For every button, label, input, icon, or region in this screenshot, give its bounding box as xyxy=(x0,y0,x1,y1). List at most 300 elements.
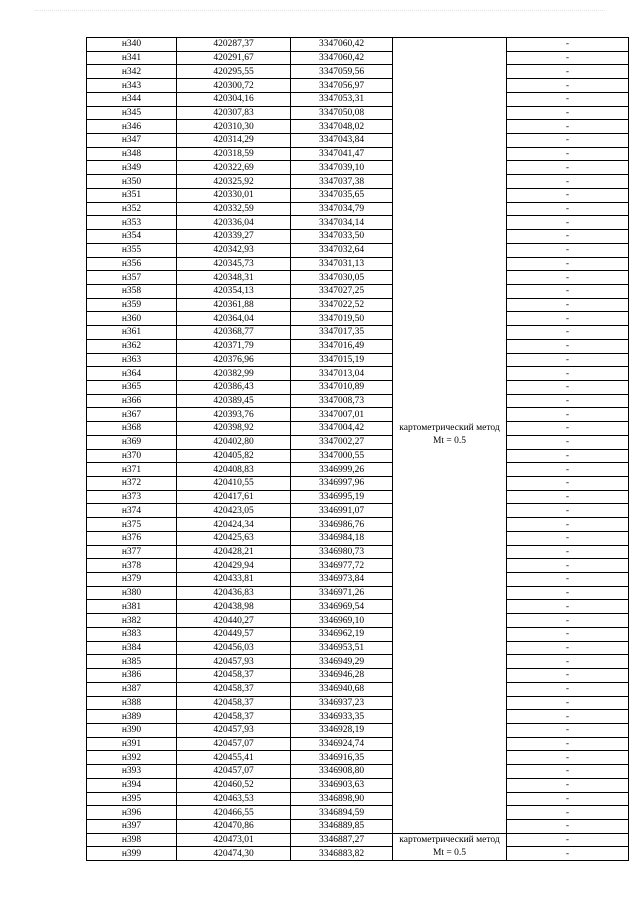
y-coordinate-cell: 3347041,47 xyxy=(291,147,393,161)
note-cell: - xyxy=(507,682,629,696)
note-cell: - xyxy=(507,79,629,93)
point-name-cell: н387 xyxy=(87,682,177,696)
point-name-cell: н395 xyxy=(87,792,177,806)
x-coordinate-cell: 420466,55 xyxy=(177,806,291,820)
x-coordinate-cell: 420436,83 xyxy=(177,586,291,600)
y-coordinate-cell: 3347050,08 xyxy=(291,106,393,120)
point-name-cell: н372 xyxy=(87,477,177,491)
y-coordinate-cell: 3346940,68 xyxy=(291,682,393,696)
x-coordinate-cell: 420456,03 xyxy=(177,641,291,655)
point-name-cell: н341 xyxy=(87,51,177,65)
table-row xyxy=(87,518,629,532)
table-row xyxy=(87,79,629,93)
y-coordinate-cell: 3346949,29 xyxy=(291,655,393,669)
point-name-cell: н392 xyxy=(87,751,177,765)
y-coordinate-cell: 3347032,64 xyxy=(291,243,393,257)
table-row xyxy=(87,778,629,792)
y-coordinate-cell: 3347007,01 xyxy=(291,408,393,422)
x-coordinate-cell: 420428,21 xyxy=(177,545,291,559)
x-coordinate-cell: 420382,99 xyxy=(177,367,291,381)
note-cell: - xyxy=(507,614,629,628)
table-row xyxy=(87,147,629,161)
coordinates-table-body xyxy=(87,38,629,861)
y-coordinate-cell: 3347043,84 xyxy=(291,134,393,148)
y-coordinate-cell: 3347031,13 xyxy=(291,257,393,271)
x-coordinate-cell: 420300,72 xyxy=(177,79,291,93)
y-coordinate-cell: 3346980,73 xyxy=(291,545,393,559)
point-name-cell: н344 xyxy=(87,92,177,106)
y-coordinate-cell: 3347016,49 xyxy=(291,339,393,353)
point-name-cell: н378 xyxy=(87,559,177,573)
table-row xyxy=(87,216,629,230)
x-coordinate-cell: 420402,80 xyxy=(177,435,291,449)
y-coordinate-cell: 3346969,10 xyxy=(291,614,393,628)
table-row xyxy=(87,710,629,724)
y-coordinate-cell: 3347022,52 xyxy=(291,298,393,312)
x-coordinate-cell: 420449,57 xyxy=(177,627,291,641)
note-cell: - xyxy=(507,490,629,504)
point-name-cell: н352 xyxy=(87,202,177,216)
y-coordinate-cell: 3347037,38 xyxy=(291,175,393,189)
y-coordinate-cell: 3347010,89 xyxy=(291,380,393,394)
y-coordinate-cell: 3347060,42 xyxy=(291,51,393,65)
table-row xyxy=(87,463,629,477)
table-row xyxy=(87,339,629,353)
point-name-cell: н353 xyxy=(87,216,177,230)
y-coordinate-cell: 3347027,25 xyxy=(291,284,393,298)
point-name-cell: н373 xyxy=(87,490,177,504)
note-cell: - xyxy=(507,833,629,847)
note-cell: - xyxy=(507,669,629,683)
y-coordinate-cell: 3347008,73 xyxy=(291,394,393,408)
point-name-cell: н350 xyxy=(87,175,177,189)
y-coordinate-cell: 3346984,18 xyxy=(291,531,393,545)
point-name-cell: н371 xyxy=(87,463,177,477)
note-cell: - xyxy=(507,271,629,285)
y-coordinate-cell: 3347015,19 xyxy=(291,353,393,367)
table-row xyxy=(87,202,629,216)
y-coordinate-cell: 3346986,76 xyxy=(291,518,393,532)
x-coordinate-cell: 420455,41 xyxy=(177,751,291,765)
y-coordinate-cell: 3346933,35 xyxy=(291,710,393,724)
x-coordinate-cell: 420330,01 xyxy=(177,188,291,202)
point-name-cell: н365 xyxy=(87,380,177,394)
y-coordinate-cell: 3347059,56 xyxy=(291,65,393,79)
table-row xyxy=(87,230,629,244)
x-coordinate-cell: 420339,27 xyxy=(177,230,291,244)
x-coordinate-cell: 420354,13 xyxy=(177,284,291,298)
point-name-cell: н383 xyxy=(87,627,177,641)
table-row xyxy=(87,531,629,545)
note-cell: - xyxy=(507,737,629,751)
x-coordinate-cell: 420371,79 xyxy=(177,339,291,353)
point-name-cell: н349 xyxy=(87,161,177,175)
note-cell: - xyxy=(507,573,629,587)
y-coordinate-cell: 3346977,72 xyxy=(291,559,393,573)
table-row xyxy=(87,380,629,394)
x-coordinate-cell: 420417,61 xyxy=(177,490,291,504)
point-name-cell: н379 xyxy=(87,573,177,587)
y-coordinate-cell: 3346937,23 xyxy=(291,696,393,710)
x-coordinate-cell: 420314,29 xyxy=(177,134,291,148)
table-row xyxy=(87,449,629,463)
y-coordinate-cell: 3347060,42 xyxy=(291,38,393,52)
x-coordinate-cell: 420458,37 xyxy=(177,710,291,724)
note-cell: - xyxy=(507,394,629,408)
table-row xyxy=(87,257,629,271)
point-name-cell: н382 xyxy=(87,614,177,628)
x-coordinate-cell: 420361,88 xyxy=(177,298,291,312)
y-coordinate-cell: 3347034,14 xyxy=(291,216,393,230)
note-cell: - xyxy=(507,188,629,202)
table-row xyxy=(87,188,629,202)
x-coordinate-cell: 420368,77 xyxy=(177,326,291,340)
table-row xyxy=(87,806,629,820)
y-coordinate-cell: 3347004,42 xyxy=(291,422,393,436)
point-name-cell: н361 xyxy=(87,326,177,340)
table-row xyxy=(87,353,629,367)
table-row xyxy=(87,682,629,696)
x-coordinate-cell: 420364,04 xyxy=(177,312,291,326)
note-cell: - xyxy=(507,847,629,861)
y-coordinate-cell: 3346973,84 xyxy=(291,573,393,587)
point-name-cell: н363 xyxy=(87,353,177,367)
point-name-cell: н394 xyxy=(87,778,177,792)
y-coordinate-cell: 3346894,59 xyxy=(291,806,393,820)
y-coordinate-cell: 3346999,26 xyxy=(291,463,393,477)
table-row xyxy=(87,298,629,312)
x-coordinate-cell: 420463,53 xyxy=(177,792,291,806)
table-row xyxy=(87,284,629,298)
point-name-cell: н377 xyxy=(87,545,177,559)
scan-artifact xyxy=(35,10,605,15)
table-row xyxy=(87,477,629,491)
note-cell: - xyxy=(507,477,629,491)
point-name-cell: н397 xyxy=(87,819,177,833)
note-cell: - xyxy=(507,298,629,312)
note-cell: - xyxy=(507,463,629,477)
note-cell: - xyxy=(507,586,629,600)
table-row xyxy=(87,751,629,765)
x-coordinate-cell: 420438,98 xyxy=(177,600,291,614)
y-coordinate-cell: 3346898,90 xyxy=(291,792,393,806)
table-row xyxy=(87,641,629,655)
note-cell: - xyxy=(507,38,629,52)
coordinates-table xyxy=(86,37,629,861)
note-cell: - xyxy=(507,435,629,449)
note-cell: - xyxy=(507,408,629,422)
table-row xyxy=(87,51,629,65)
x-coordinate-cell: 420429,94 xyxy=(177,559,291,573)
point-name-cell: н362 xyxy=(87,339,177,353)
note-cell: - xyxy=(507,655,629,669)
y-coordinate-cell: 3346908,80 xyxy=(291,765,393,779)
y-coordinate-cell: 3347030,05 xyxy=(291,271,393,285)
point-name-cell: н389 xyxy=(87,710,177,724)
table-row xyxy=(87,106,629,120)
y-coordinate-cell: 3346928,19 xyxy=(291,723,393,737)
x-coordinate-cell: 420457,07 xyxy=(177,765,291,779)
method-cell-last: картометрический метод Mt = 0.5 xyxy=(393,833,507,860)
table-row xyxy=(87,367,629,381)
y-coordinate-cell: 3346991,07 xyxy=(291,504,393,518)
x-coordinate-cell: 420423,05 xyxy=(177,504,291,518)
y-coordinate-cell: 3347017,35 xyxy=(291,326,393,340)
point-name-cell: н367 xyxy=(87,408,177,422)
note-cell: - xyxy=(507,778,629,792)
table-row xyxy=(87,120,629,134)
x-coordinate-cell: 420342,93 xyxy=(177,243,291,257)
x-coordinate-cell: 420425,63 xyxy=(177,531,291,545)
table-row xyxy=(87,559,629,573)
note-cell: - xyxy=(507,380,629,394)
point-name-cell: н348 xyxy=(87,147,177,161)
table-row xyxy=(87,600,629,614)
table-row xyxy=(87,669,629,683)
point-name-cell: н342 xyxy=(87,65,177,79)
note-cell: - xyxy=(507,284,629,298)
note-cell: - xyxy=(507,65,629,79)
point-name-cell: н388 xyxy=(87,696,177,710)
table-row xyxy=(87,573,629,587)
x-coordinate-cell: 420473,01 xyxy=(177,833,291,847)
point-name-cell: н360 xyxy=(87,312,177,326)
y-coordinate-cell: 3347013,04 xyxy=(291,367,393,381)
y-coordinate-cell: 3347048,02 xyxy=(291,120,393,134)
y-coordinate-cell: 3347034,79 xyxy=(291,202,393,216)
note-cell: - xyxy=(507,806,629,820)
point-name-cell: н386 xyxy=(87,669,177,683)
x-coordinate-cell: 420457,93 xyxy=(177,655,291,669)
point-name-cell: н358 xyxy=(87,284,177,298)
y-coordinate-cell: 3346969,54 xyxy=(291,600,393,614)
note-cell: - xyxy=(507,353,629,367)
note-cell: - xyxy=(507,367,629,381)
table-row xyxy=(87,161,629,175)
table-row xyxy=(87,435,629,449)
point-name-cell: н351 xyxy=(87,188,177,202)
y-coordinate-cell: 3346946,28 xyxy=(291,669,393,683)
x-coordinate-cell: 420386,43 xyxy=(177,380,291,394)
x-coordinate-cell: 420405,82 xyxy=(177,449,291,463)
table-row xyxy=(87,765,629,779)
point-name-cell: н390 xyxy=(87,723,177,737)
y-coordinate-cell: 3347053,31 xyxy=(291,92,393,106)
point-name-cell: н356 xyxy=(87,257,177,271)
y-coordinate-cell: 3346903,63 xyxy=(291,778,393,792)
note-cell: - xyxy=(507,751,629,765)
note-cell: - xyxy=(507,339,629,353)
note-cell: - xyxy=(507,51,629,65)
note-cell: - xyxy=(507,312,629,326)
note-cell: - xyxy=(507,723,629,737)
table-row xyxy=(87,175,629,189)
point-name-cell: н374 xyxy=(87,504,177,518)
note-cell: - xyxy=(507,531,629,545)
note-cell: - xyxy=(507,641,629,655)
note-cell: - xyxy=(507,216,629,230)
point-name-cell: н393 xyxy=(87,765,177,779)
note-cell: - xyxy=(507,257,629,271)
x-coordinate-cell: 420474,30 xyxy=(177,847,291,861)
y-coordinate-cell: 3347035,65 xyxy=(291,188,393,202)
point-name-cell: н391 xyxy=(87,737,177,751)
x-coordinate-cell: 420457,93 xyxy=(177,723,291,737)
note-cell: - xyxy=(507,627,629,641)
table-row xyxy=(87,422,629,436)
point-name-cell: н370 xyxy=(87,449,177,463)
point-name-cell: н368 xyxy=(87,422,177,436)
point-name-cell: н396 xyxy=(87,806,177,820)
point-name-cell: н355 xyxy=(87,243,177,257)
note-cell: - xyxy=(507,92,629,106)
point-name-cell: н375 xyxy=(87,518,177,532)
y-coordinate-cell: 3346953,51 xyxy=(291,641,393,655)
y-coordinate-cell: 3347033,50 xyxy=(291,230,393,244)
note-cell: - xyxy=(507,202,629,216)
point-name-cell: н347 xyxy=(87,134,177,148)
table-row xyxy=(87,65,629,79)
note-cell: - xyxy=(507,422,629,436)
point-name-cell: н364 xyxy=(87,367,177,381)
note-cell: - xyxy=(507,504,629,518)
y-coordinate-cell: 3346883,82 xyxy=(291,847,393,861)
point-name-cell: н340 xyxy=(87,38,177,52)
point-name-cell: н369 xyxy=(87,435,177,449)
note-cell: - xyxy=(507,161,629,175)
y-coordinate-cell: 3346924,74 xyxy=(291,737,393,751)
table-row xyxy=(87,394,629,408)
x-coordinate-cell: 420336,04 xyxy=(177,216,291,230)
table-row xyxy=(87,92,629,106)
note-cell: - xyxy=(507,710,629,724)
point-name-cell: н359 xyxy=(87,298,177,312)
x-coordinate-cell: 420295,55 xyxy=(177,65,291,79)
x-coordinate-cell: 420457,07 xyxy=(177,737,291,751)
table-row xyxy=(87,833,629,847)
x-coordinate-cell: 420440,27 xyxy=(177,614,291,628)
note-cell: - xyxy=(507,449,629,463)
x-coordinate-cell: 420424,34 xyxy=(177,518,291,532)
y-coordinate-cell: 3346995,19 xyxy=(291,490,393,504)
note-cell: - xyxy=(507,120,629,134)
note-cell: - xyxy=(507,106,629,120)
point-name-cell: н385 xyxy=(87,655,177,669)
x-coordinate-cell: 420458,37 xyxy=(177,682,291,696)
x-coordinate-cell: 420322,69 xyxy=(177,161,291,175)
x-coordinate-cell: 420325,92 xyxy=(177,175,291,189)
point-name-cell: н381 xyxy=(87,600,177,614)
point-name-cell: н384 xyxy=(87,641,177,655)
x-coordinate-cell: 420287,37 xyxy=(177,38,291,52)
note-cell: - xyxy=(507,518,629,532)
x-coordinate-cell: 420310,30 xyxy=(177,120,291,134)
table-row xyxy=(87,326,629,340)
x-coordinate-cell: 420458,37 xyxy=(177,669,291,683)
x-coordinate-cell: 420410,55 xyxy=(177,477,291,491)
table-row xyxy=(87,723,629,737)
note-cell: - xyxy=(507,765,629,779)
note-cell: - xyxy=(507,600,629,614)
table-row xyxy=(87,134,629,148)
note-cell: - xyxy=(507,559,629,573)
x-coordinate-cell: 420348,31 xyxy=(177,271,291,285)
y-coordinate-cell: 3347039,10 xyxy=(291,161,393,175)
y-coordinate-cell: 3347056,97 xyxy=(291,79,393,93)
note-cell: - xyxy=(507,134,629,148)
point-name-cell: н354 xyxy=(87,230,177,244)
note-cell: - xyxy=(507,243,629,257)
y-coordinate-cell: 3346971,26 xyxy=(291,586,393,600)
note-cell: - xyxy=(507,326,629,340)
x-coordinate-cell: 420433,81 xyxy=(177,573,291,587)
table-row xyxy=(87,655,629,669)
table-row xyxy=(87,696,629,710)
table-row xyxy=(87,627,629,641)
table-row xyxy=(87,614,629,628)
x-coordinate-cell: 420389,45 xyxy=(177,394,291,408)
x-coordinate-cell: 420470,86 xyxy=(177,819,291,833)
y-coordinate-cell: 3347019,50 xyxy=(291,312,393,326)
x-coordinate-cell: 420393,76 xyxy=(177,408,291,422)
x-coordinate-cell: 420345,73 xyxy=(177,257,291,271)
note-cell: - xyxy=(507,230,629,244)
y-coordinate-cell: 3346962,19 xyxy=(291,627,393,641)
x-coordinate-cell: 420332,59 xyxy=(177,202,291,216)
method-cell: картометрический метод Mt = 0.5 xyxy=(393,38,507,834)
y-coordinate-cell: 3346916,35 xyxy=(291,751,393,765)
x-coordinate-cell: 420398,92 xyxy=(177,422,291,436)
table-row xyxy=(87,737,629,751)
point-name-cell: н399 xyxy=(87,847,177,861)
x-coordinate-cell: 420408,83 xyxy=(177,463,291,477)
table-row xyxy=(87,312,629,326)
point-name-cell: н345 xyxy=(87,106,177,120)
note-cell: - xyxy=(507,819,629,833)
y-coordinate-cell: 3346997,96 xyxy=(291,477,393,491)
note-cell: - xyxy=(507,545,629,559)
note-cell: - xyxy=(507,696,629,710)
point-name-cell: н357 xyxy=(87,271,177,285)
table-row xyxy=(87,586,629,600)
table-row xyxy=(87,792,629,806)
point-name-cell: н366 xyxy=(87,394,177,408)
point-name-cell: н398 xyxy=(87,833,177,847)
note-cell: - xyxy=(507,792,629,806)
x-coordinate-cell: 420307,83 xyxy=(177,106,291,120)
table-row xyxy=(87,38,629,52)
x-coordinate-cell: 420291,67 xyxy=(177,51,291,65)
x-coordinate-cell: 420376,96 xyxy=(177,353,291,367)
table-row xyxy=(87,408,629,422)
x-coordinate-cell: 420318,59 xyxy=(177,147,291,161)
y-coordinate-cell: 3347002,27 xyxy=(291,435,393,449)
x-coordinate-cell: 420460,52 xyxy=(177,778,291,792)
table-row xyxy=(87,504,629,518)
point-name-cell: н376 xyxy=(87,531,177,545)
y-coordinate-cell: 3347000,55 xyxy=(291,449,393,463)
note-cell: - xyxy=(507,175,629,189)
point-name-cell: н380 xyxy=(87,586,177,600)
table-row xyxy=(87,490,629,504)
table-row xyxy=(87,847,629,861)
point-name-cell: н346 xyxy=(87,120,177,134)
table-row xyxy=(87,243,629,257)
table-row xyxy=(87,819,629,833)
table-row xyxy=(87,545,629,559)
note-cell: - xyxy=(507,147,629,161)
y-coordinate-cell: 3346889,85 xyxy=(291,819,393,833)
